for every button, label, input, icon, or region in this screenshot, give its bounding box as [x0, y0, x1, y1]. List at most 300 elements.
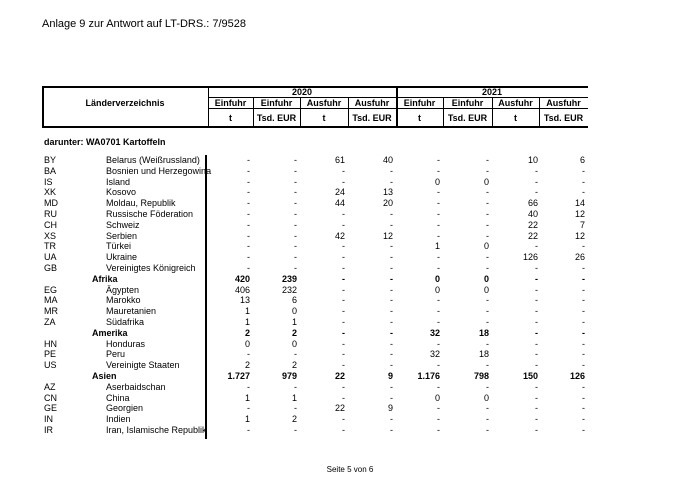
- region-row: [0, 274, 700, 285]
- value-cell: -: [486, 263, 489, 273]
- country-name: Vereinigtes Königreich: [106, 263, 196, 273]
- value-cell: 66: [527, 198, 538, 209]
- value-cell: 0: [483, 176, 489, 187]
- country-code: BA: [44, 165, 57, 176]
- value-cell: -: [390, 284, 393, 295]
- value-cell: 12: [574, 209, 585, 219]
- value-cell: -: [535, 263, 538, 273]
- country-code: CN: [44, 392, 57, 403]
- country-code: CH: [44, 219, 57, 230]
- value-cell: -: [342, 241, 345, 252]
- col-header-unit: Tsd. EUR: [447, 113, 488, 123]
- value-cell: -: [247, 187, 250, 198]
- value-cell: -: [390, 241, 393, 252]
- country-name: Iran, Islamische Republik: [106, 425, 207, 435]
- value-cell: -: [582, 306, 585, 317]
- country-name: Island: [106, 176, 131, 187]
- value-cell: -: [247, 155, 250, 165]
- value-cell: -: [390, 338, 393, 349]
- value-cell: -: [535, 425, 538, 435]
- value-cell: -: [437, 219, 440, 230]
- value-cell: 0: [483, 273, 489, 284]
- value-cell: -: [294, 381, 297, 392]
- value-cell: 1.727: [227, 371, 250, 381]
- value-cell: -: [294, 230, 297, 241]
- value-cell: -: [294, 187, 297, 198]
- value-cell: -: [582, 425, 585, 435]
- value-cell: -: [342, 317, 345, 327]
- value-cell: 61: [334, 155, 345, 165]
- value-cell: 26: [574, 252, 585, 263]
- value-cell: -: [535, 176, 538, 187]
- country-name: Vereinigte Staaten: [106, 360, 180, 371]
- value-cell: -: [390, 392, 393, 403]
- country-name: Ägypten: [106, 284, 140, 295]
- value-cell: -: [535, 295, 538, 306]
- table-row: [0, 252, 700, 263]
- col-header-label: Ausfuhr: [306, 98, 342, 108]
- value-cell: -: [342, 349, 345, 360]
- value-cell: -: [535, 403, 538, 414]
- year-2020: 2020: [291, 87, 313, 97]
- value-cell: 18: [478, 349, 489, 360]
- table-row: [0, 382, 700, 393]
- value-cell: 0: [483, 241, 489, 252]
- table-row: [0, 425, 700, 436]
- value-cell: 239: [281, 273, 297, 284]
- country-code: MR: [44, 306, 58, 317]
- value-cell: 0: [434, 392, 440, 403]
- page-footer: Seite 5 von 6: [326, 465, 374, 474]
- value-cell: 420: [234, 273, 250, 284]
- value-cell: 0: [434, 176, 440, 187]
- value-cell: -: [535, 414, 538, 425]
- value-cell: 1: [244, 414, 250, 425]
- value-cell: -: [390, 209, 393, 219]
- value-cell: -: [390, 165, 393, 176]
- value-cell: -: [582, 176, 585, 187]
- value-cell: -: [247, 219, 250, 230]
- value-cell: -: [294, 403, 297, 414]
- value-cell: -: [535, 306, 538, 317]
- value-cell: -: [294, 252, 297, 263]
- col-header-unit: t: [418, 113, 421, 123]
- country-name: Schweiz: [106, 219, 140, 230]
- value-cell: -: [486, 295, 489, 306]
- value-cell: -: [582, 414, 585, 425]
- value-cell: 9: [387, 403, 393, 414]
- value-cell: -: [535, 317, 538, 327]
- value-cell: 2: [291, 414, 297, 425]
- value-cell: -: [390, 252, 393, 263]
- value-cell: -: [486, 252, 489, 263]
- country-name: Belarus (Weißrussland): [106, 155, 200, 165]
- value-cell: -: [342, 284, 345, 295]
- value-cell: -: [535, 273, 538, 284]
- value-cell: 1.176: [417, 371, 440, 381]
- value-cell: -: [437, 295, 440, 306]
- value-cell: -: [390, 273, 393, 284]
- country-code: GE: [44, 403, 58, 414]
- region-name: Asien: [92, 371, 117, 381]
- value-cell: -: [486, 219, 489, 230]
- value-cell: 0: [291, 338, 297, 349]
- value-cell: 150: [522, 371, 538, 381]
- value-cell: 1: [291, 317, 297, 327]
- value-cell: -: [247, 241, 250, 252]
- value-cell: -: [486, 338, 489, 349]
- value-cell: -: [294, 263, 297, 273]
- value-cell: -: [390, 219, 393, 230]
- value-cell: -: [486, 306, 489, 317]
- value-cell: 32: [429, 349, 440, 360]
- value-cell: 1: [244, 306, 250, 317]
- value-cell: -: [437, 425, 440, 435]
- value-cell: -: [342, 306, 345, 317]
- country-code: UA: [44, 252, 57, 263]
- value-cell: -: [582, 263, 585, 273]
- col-header-unit: t: [229, 113, 232, 123]
- value-cell: -: [437, 230, 440, 241]
- table-row: [0, 263, 700, 274]
- table-row: [0, 360, 700, 371]
- value-cell: -: [582, 295, 585, 306]
- value-cell: 22: [334, 403, 345, 414]
- country-name: Bosnien und Herzegowina: [106, 165, 212, 176]
- value-cell: -: [437, 414, 440, 425]
- value-cell: -: [390, 360, 393, 371]
- country-name: Türkei: [106, 241, 132, 252]
- value-cell: -: [342, 252, 345, 263]
- value-cell: 0: [483, 392, 489, 403]
- value-cell: 14: [574, 198, 585, 209]
- value-cell: -: [342, 176, 345, 187]
- country-name: Georgien: [106, 403, 144, 414]
- country-code: US: [44, 360, 57, 371]
- value-cell: -: [390, 263, 393, 273]
- value-cell: -: [390, 327, 393, 338]
- country-name: Kosovo: [106, 187, 137, 198]
- value-cell: 6: [291, 295, 297, 306]
- value-cell: 24: [334, 187, 345, 198]
- value-cell: -: [582, 360, 585, 371]
- country-code: AZ: [44, 381, 56, 392]
- value-cell: 2: [244, 360, 250, 371]
- country-code: GB: [44, 263, 58, 273]
- value-cell: 0: [244, 338, 250, 349]
- col-header-label: Einfuhr: [260, 98, 293, 108]
- value-cell: -: [582, 381, 585, 392]
- document-title: Anlage 9 zur Antwort auf LT-DRS.: 7/9528: [42, 18, 247, 30]
- country-code: ZA: [44, 317, 56, 327]
- country-name: Honduras: [106, 338, 146, 349]
- value-cell: -: [486, 360, 489, 371]
- value-cell: -: [486, 425, 489, 435]
- value-cell: -: [437, 338, 440, 349]
- value-cell: -: [582, 273, 585, 284]
- col-header-label: Ausfuhr: [354, 98, 390, 108]
- value-cell: -: [247, 381, 250, 392]
- value-cell: -: [582, 241, 585, 252]
- value-cell: 0: [434, 284, 440, 295]
- value-cell: -: [582, 392, 585, 403]
- value-cell: 1: [291, 392, 297, 403]
- value-cell: 22: [527, 230, 538, 241]
- table-row: [0, 306, 700, 317]
- value-cell: -: [582, 165, 585, 176]
- value-cell: 0: [291, 306, 297, 317]
- value-cell: -: [535, 360, 538, 371]
- country-code: RU: [44, 209, 57, 219]
- value-cell: -: [247, 403, 250, 414]
- value-cell: -: [294, 209, 297, 219]
- value-cell: -: [294, 176, 297, 187]
- table-row: [0, 166, 700, 177]
- value-cell: 32: [429, 327, 440, 338]
- country-code: HN: [44, 338, 57, 349]
- value-cell: -: [342, 338, 345, 349]
- section-title: darunter: WA0701 Kartoffeln: [44, 137, 166, 147]
- value-cell: -: [437, 360, 440, 371]
- country-code: EG: [44, 284, 58, 295]
- table-row: [0, 414, 700, 425]
- table-row: [0, 209, 700, 220]
- value-cell: -: [247, 263, 250, 273]
- value-cell: 1: [244, 392, 250, 403]
- col-header-label: Ausfuhr: [498, 98, 533, 108]
- country-code: IR: [44, 425, 53, 435]
- value-cell: 1: [244, 317, 250, 327]
- value-cell: 40: [527, 209, 538, 219]
- value-cell: 232: [281, 284, 297, 295]
- table-row: [0, 285, 700, 296]
- value-cell: -: [582, 187, 585, 198]
- value-cell: -: [390, 306, 393, 317]
- header-rule: [208, 108, 588, 109]
- value-cell: -: [390, 317, 393, 327]
- country-name: Ukraine: [106, 252, 138, 263]
- value-cell: -: [247, 349, 250, 360]
- value-cell: 979: [281, 371, 297, 381]
- value-cell: 22: [527, 219, 538, 230]
- table-row: [0, 187, 700, 198]
- value-cell: 22: [334, 371, 345, 381]
- value-cell: 7: [579, 219, 585, 230]
- year-2021: 2021: [481, 87, 503, 97]
- value-cell: -: [390, 381, 393, 392]
- value-cell: -: [342, 273, 345, 284]
- value-cell: -: [342, 425, 345, 435]
- country-name: Moldau, Republik: [106, 198, 176, 209]
- value-cell: -: [437, 263, 440, 273]
- value-cell: -: [582, 317, 585, 327]
- value-cell: -: [582, 403, 585, 414]
- value-cell: 798: [473, 371, 489, 381]
- country-code: TR: [44, 241, 56, 252]
- value-cell: 44: [334, 198, 345, 209]
- value-cell: -: [390, 295, 393, 306]
- value-cell: 13: [382, 187, 393, 198]
- value-cell: -: [486, 155, 489, 165]
- value-cell: -: [294, 165, 297, 176]
- laenderverzeichnis-header: Länderverzeichnis: [85, 98, 165, 108]
- country-name: Indien: [106, 414, 131, 425]
- country-name: Peru: [106, 349, 126, 360]
- value-cell: -: [247, 252, 250, 263]
- value-cell: 406: [234, 284, 250, 295]
- value-cell: -: [294, 349, 297, 360]
- value-cell: -: [582, 349, 585, 360]
- value-cell: 2: [291, 360, 297, 371]
- value-cell: 12: [574, 230, 585, 241]
- value-cell: 1: [434, 241, 440, 252]
- country-code: IS: [44, 176, 53, 187]
- value-cell: -: [535, 349, 538, 360]
- value-cell: -: [486, 187, 489, 198]
- table-row: [0, 339, 700, 350]
- value-cell: -: [342, 165, 345, 176]
- value-cell: -: [437, 165, 440, 176]
- value-cell: -: [535, 392, 538, 403]
- col-header-label: Einfuhr: [451, 98, 484, 108]
- value-cell: 126: [522, 252, 538, 263]
- country-name: Südafrika: [106, 317, 145, 327]
- table-row: [0, 241, 700, 252]
- value-cell: -: [535, 327, 538, 338]
- country-code: XK: [44, 187, 57, 198]
- value-cell: -: [247, 230, 250, 241]
- value-cell: -: [437, 306, 440, 317]
- region-row: [0, 328, 700, 339]
- table-row: [0, 198, 700, 209]
- table-row: [0, 177, 700, 188]
- value-cell: -: [486, 317, 489, 327]
- value-cell: -: [486, 165, 489, 176]
- value-cell: -: [294, 198, 297, 209]
- value-cell: -: [247, 165, 250, 176]
- col-header-label: Einfuhr: [214, 98, 247, 108]
- value-cell: -: [294, 219, 297, 230]
- value-cell: 0: [434, 273, 440, 284]
- col-header-unit: Tsd. EUR: [543, 113, 584, 123]
- value-cell: -: [486, 414, 489, 425]
- value-cell: -: [390, 414, 393, 425]
- value-cell: -: [437, 209, 440, 219]
- table-row: [0, 393, 700, 404]
- table-row: [0, 317, 700, 328]
- table-row: [0, 155, 700, 166]
- table-row: [0, 295, 700, 306]
- value-cell: 2: [291, 327, 297, 338]
- value-cell: -: [535, 187, 538, 198]
- value-cell: -: [486, 230, 489, 241]
- value-cell: 9: [387, 371, 393, 381]
- value-cell: 0: [483, 284, 489, 295]
- country-code: MD: [44, 198, 58, 209]
- value-cell: 42: [334, 230, 345, 241]
- value-cell: -: [390, 425, 393, 435]
- value-cell: -: [486, 209, 489, 219]
- value-cell: 10: [527, 155, 538, 165]
- region-name: Amerika: [92, 327, 128, 338]
- table-row: [0, 403, 700, 414]
- value-cell: -: [247, 209, 250, 219]
- table-row: [0, 349, 700, 360]
- country-code: IN: [44, 414, 53, 425]
- col-header-unit: Tsd. EUR: [352, 113, 392, 123]
- value-cell: -: [437, 317, 440, 327]
- value-cell: -: [486, 198, 489, 209]
- value-cell: -: [535, 165, 538, 176]
- col-header-unit: t: [322, 113, 326, 123]
- value-cell: -: [437, 198, 440, 209]
- value-cell: -: [247, 425, 250, 435]
- col-header-unit: Tsd. EUR: [256, 113, 297, 123]
- country-name: Aserbaidschan: [106, 381, 166, 392]
- region-name: Afrika: [92, 273, 118, 284]
- col-header-label: Einfuhr: [403, 98, 436, 108]
- col-header-unit: t: [514, 113, 517, 123]
- value-cell: -: [486, 403, 489, 414]
- table-row: [0, 220, 700, 231]
- value-cell: 13: [239, 295, 250, 306]
- value-cell: 126: [569, 371, 585, 381]
- value-cell: -: [247, 176, 250, 187]
- value-cell: -: [342, 414, 345, 425]
- value-cell: -: [535, 241, 538, 252]
- value-cell: -: [294, 425, 297, 435]
- value-cell: -: [342, 327, 345, 338]
- country-name: Marokko: [106, 295, 141, 306]
- value-cell: -: [342, 381, 345, 392]
- value-cell: 2: [244, 327, 250, 338]
- country-name: Serbien: [106, 230, 138, 241]
- value-cell: 40: [382, 155, 393, 165]
- country-name: Russische Föderation: [106, 209, 194, 219]
- value-cell: -: [294, 241, 297, 252]
- value-cell: -: [582, 284, 585, 295]
- value-cell: -: [247, 198, 250, 209]
- value-cell: -: [535, 381, 538, 392]
- value-cell: -: [582, 338, 585, 349]
- value-cell: -: [437, 155, 440, 165]
- value-cell: -: [390, 176, 393, 187]
- value-cell: 18: [478, 327, 489, 338]
- value-cell: -: [342, 263, 345, 273]
- value-cell: -: [535, 284, 538, 295]
- value-cell: -: [342, 392, 345, 403]
- value-cell: -: [342, 295, 345, 306]
- country-code: BY: [44, 155, 57, 165]
- country-code: PE: [44, 349, 57, 360]
- value-cell: -: [535, 338, 538, 349]
- country-code: XS: [44, 230, 57, 241]
- value-cell: 12: [382, 230, 393, 241]
- value-cell: -: [342, 209, 345, 219]
- value-cell: -: [342, 360, 345, 371]
- country-code: MA: [44, 295, 58, 306]
- value-cell: -: [486, 381, 489, 392]
- value-cell: 20: [382, 198, 393, 209]
- region-row: [0, 371, 700, 382]
- value-cell: -: [390, 349, 393, 360]
- table-row: [0, 231, 700, 242]
- value-cell: -: [342, 219, 345, 230]
- value-cell: -: [437, 252, 440, 263]
- country-name: China: [106, 392, 130, 403]
- value-cell: -: [582, 327, 585, 338]
- col-header-label: Ausfuhr: [546, 98, 581, 108]
